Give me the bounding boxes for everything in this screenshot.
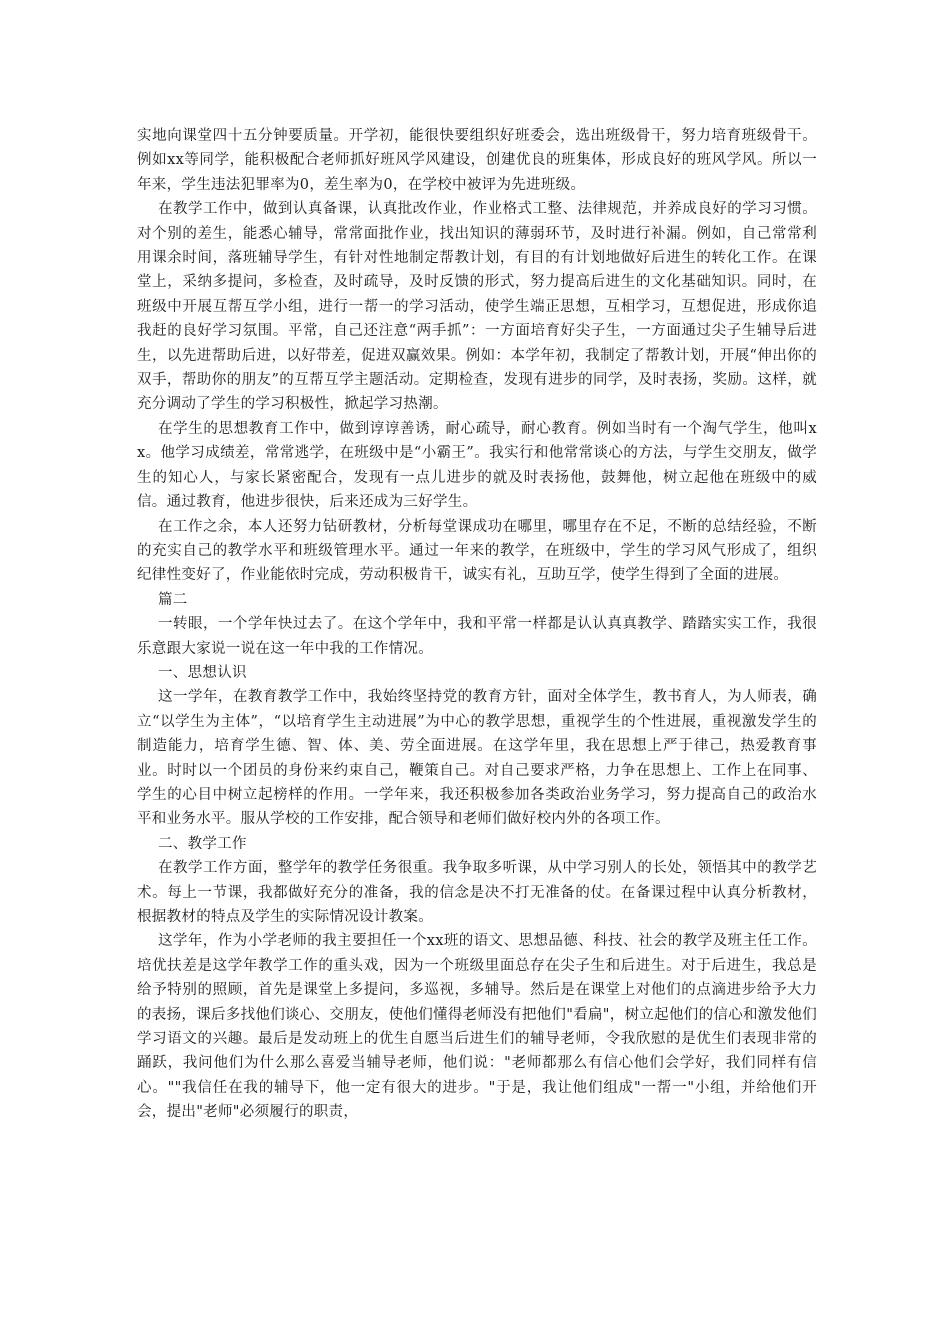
paragraph-11: 这学年，作为小学老师的我主要担任一个xx班的语文、思想品德、科技、社会的教学及班主任工作。培优扶差是这学年教学工作的重头戏，因为一个班级里面总存在尖子生和后进生。对于后进生，我总是给予特别的照顾，首先是课堂上多提问，多巡视，多辅导。然后是在课堂上对他们的点滴进步给予大力的表扬，课后多找他们谈心、交朋友，使他们懂得老师没有把他们"看扁"，树立起他们的信心和激发他们学习语文的兴趣。最后是发动班上的优生自愿当后进生们的辅导老师，令我欣慰的是优生们表现非常的踊跃，我问他们为什么那么喜爱当辅导老师，他们说："老师都那么有信心他们会学好，我们同样有信心。""我信任在我的辅导下，他一定有很大的进步。"于是，我让他们组成"一帮一"小组，并给他们开会，提出"老师"必须履行的职责， xyxy=(137,933,817,1121)
paragraph-6: 一转眼，一个学年快过去了。在这个学年中，我和平常一样都是认认真真教学、踏踏实实工作，我很乐意跟大家说一说在这一年中我的工作情况。 xyxy=(137,616,817,657)
paragraph-2: 在教学工作中，做到认真备课，认真批改作业，作业格式工整、法律规范，并养成良好的学习习惯。对个别的差生，能悉心辅导，常常面批作业，找出知识的薄弱环节，及时进行补漏。例如，自己常常利用课余时间，落班辅导学生，有针对性地制定帮教计划，有目的有计划地做好后进生的转化工作。在课堂上，采纳多提问，多检查，及时疏导，及时反馈的形式，努力提高后进生的文化基础知识。同时，在班级中开展互帮互学小组，进行一帮一的学习活动，使学生端正思想，互相学习，互想促进，形成你追我赶的良好学习氛围。平常，自己还注意“两手抓”：一方面培育好尖子生，一方面通过尖子生辅导后进生，以先进帮助后进，以好带差，促进双赢效果。例如：本学年初，我制定了帮教计划，开展“伸出你的双手，帮助你的朋友”的互帮互学主题活动。定期检查，发现有进步的同学，及时表扬，奖励。这样，就充分调动了学生的学习积极性，掀起学习热潮。 xyxy=(137,201,817,413)
paragraph-4: 在工作之余，本人还努力钻研教材，分析每堂课成功在哪里，哪里存在不足，不断的总结经验，不断的充实自己的教学水平和班级管理水平。通过一年来的教学，在班级中，学生的学习风气形成了，组织纪律性变好了，作业能依时完成，劳动积极肯干，诚实有礼，互助互学，使学生得到了全面的进展。 xyxy=(137,518,817,584)
paragraph-1: 实地向课堂四十五分钟要质量。开学初，能很快要组织好班委会，选出班级骨干，努力培育班级骨干。例如xx等同学，能积极配合老师抓好班风学风建设，创建优良的班集体，形成良好的班风学风。所以一年来，学生违法犯罪率为0，差生率为0，在学校中被评为先进班级。 xyxy=(137,128,817,193)
heading-teaching-work: 二、教学工作 xyxy=(158,835,247,852)
paragraph-10: 在教学工作方面，整学年的教学任务很重。我争取多听课，从中学习别人的长处，领悟其中的教学艺术。每上一节课，我都做好充分的准备，我的信念是决不打无准备的仗。在备课过程中认真分析教材，根据教材的特点及学生的实际情况设计教案。 xyxy=(137,860,817,925)
paragraph-8: 这一学年，在教育教学工作中，我始终坚持党的教育方针，面对全体学生，教书育人，为人师表，确立“以学生为主体”，“以培育学生主动进展”为中心的教学思想，重视学生的个性进展，重视激发学生的制造能力，培育学生德、智、体、美、劳全面进展。在这学年里，我在思想上严于律己，热爱教育事业。时时以一个团员的身份来约束自己，鞭策自己。对自己要求严格，力争在思想上、工作上在同事、学生的心目中树立起榜样的作用。一学年来，我还积极参加各类政治业务学习，努力提高自己的政治水平和业务水平。服从学校的工作安排，配合领导和老师们做好校内外的各项工作。 xyxy=(137,689,817,828)
paragraph-3: 在学生的思想教育工作中，做到谆谆善诱，耐心疏导，耐心教育。例如当时有一个淘气学生，他叫xx。他学习成绩差，常常逃学，在班级中是“小霸王”。我实行和他常常谈心的方法，与学生交朋友，做学生的知心人，与家长紧密配合，发现有一点儿进步的就及时表扬他，鼓舞他，树立起他在班级中的威信。通过教育，他进步很快，后来还成为三好学生。 xyxy=(137,420,817,511)
heading-thought: 一、思想认识 xyxy=(158,664,247,681)
section-title-part-two: 篇二 xyxy=(158,591,188,608)
document-body xyxy=(137,124,817,1125)
